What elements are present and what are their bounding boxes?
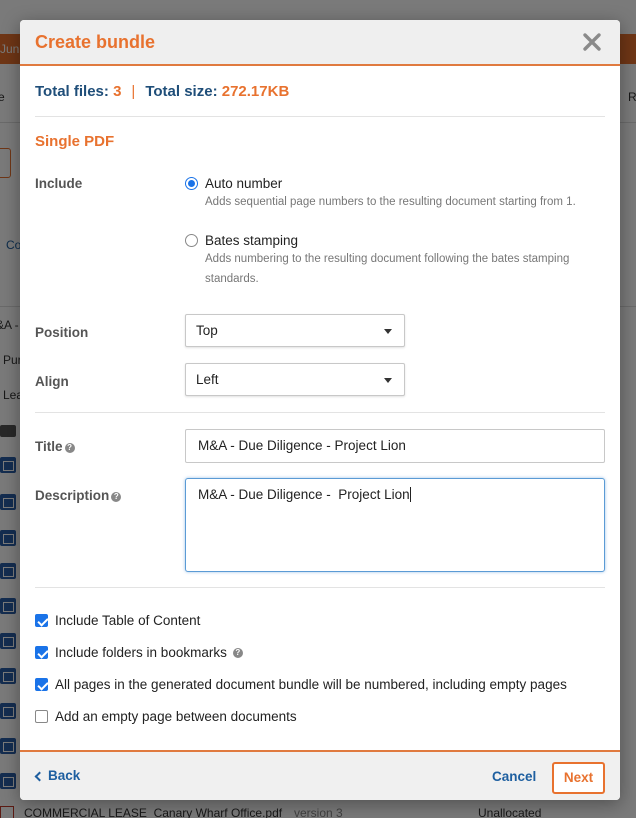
total-size-label: Total size: [145, 83, 218, 100]
bates-stamping-label: Bates stamping [205, 233, 299, 248]
bundle-summary [35, 83, 289, 100]
include-toc-label: Include Table of Content [55, 613, 201, 628]
description-label-text: Description [35, 488, 110, 503]
align-value: Left [196, 372, 219, 387]
text-cursor [410, 487, 411, 502]
align-select[interactable] [185, 363, 405, 396]
chevron-left-icon [35, 771, 45, 781]
bates-stamping-description-line2: standards. [205, 273, 259, 285]
include-toc-option[interactable] [35, 613, 200, 628]
caret-down-icon [384, 378, 392, 383]
position-label: Position [35, 325, 89, 340]
bates-stamping-description: Adds numbering to the resulting document following the bates stamping [205, 253, 570, 265]
bates-stamping-radio[interactable] [185, 234, 198, 247]
cancel-button[interactable]: Cancel [492, 769, 537, 784]
help-icon[interactable]: ? [65, 443, 75, 453]
number-all-pages-checkbox[interactable] [35, 678, 48, 691]
total-files-label: Total files: [35, 83, 109, 100]
next-button[interactable]: Next [552, 762, 605, 794]
empty-page-checkbox[interactable] [35, 710, 48, 723]
include-folders-option[interactable] [35, 645, 243, 660]
description-textarea[interactable] [185, 478, 605, 572]
help-icon[interactable]: ? [111, 492, 121, 502]
auto-number-radio[interactable] [185, 177, 198, 190]
align-label: Align [35, 374, 69, 389]
total-files-value: 3 [113, 83, 122, 100]
include-toc-checkbox[interactable] [35, 614, 48, 627]
include-folders-checkbox[interactable] [35, 646, 48, 659]
empty-page-label: Add an empty page between documents [55, 709, 297, 724]
caret-down-icon [384, 329, 392, 334]
include-folders-label: Include folders in bookmarks [55, 645, 227, 660]
bates-stamping-option[interactable] [185, 233, 298, 248]
divider [35, 587, 605, 588]
back-button[interactable] [36, 768, 80, 783]
position-value: Top [196, 323, 218, 338]
auto-number-description: Adds sequential page numbers to the resulting document starting from 1. [205, 196, 576, 208]
total-size-value: 272.17KB [221, 83, 290, 100]
section-title: Single PDF [35, 133, 115, 150]
auto-number-label: Auto number [205, 176, 283, 191]
description-label [35, 488, 121, 503]
title-label [35, 439, 75, 454]
number-all-pages-option[interactable] [35, 677, 567, 692]
description-value: M&A - Due Diligence - Project Lion [198, 487, 410, 502]
include-label: Include [35, 176, 83, 191]
dialog-header [20, 20, 620, 66]
divider [35, 116, 605, 117]
dialog-title: Create bundle [35, 32, 156, 52]
summary-separator: | [131, 83, 136, 100]
divider [35, 412, 605, 413]
auto-number-option[interactable] [185, 176, 282, 191]
title-label-text: Title [35, 439, 63, 454]
position-select[interactable] [185, 314, 405, 347]
close-icon[interactable] [580, 30, 604, 54]
number-all-pages-label: All pages in the generated document bundle will be numbered, including empty pages [55, 677, 567, 692]
create-bundle-dialog [20, 20, 620, 800]
help-icon[interactable]: ? [233, 648, 243, 658]
dialog-footer [20, 750, 620, 800]
back-label: Back [48, 768, 81, 783]
empty-page-option[interactable] [35, 709, 297, 724]
title-input[interactable]: M&A - Due Diligence - Project Lion [185, 429, 605, 463]
